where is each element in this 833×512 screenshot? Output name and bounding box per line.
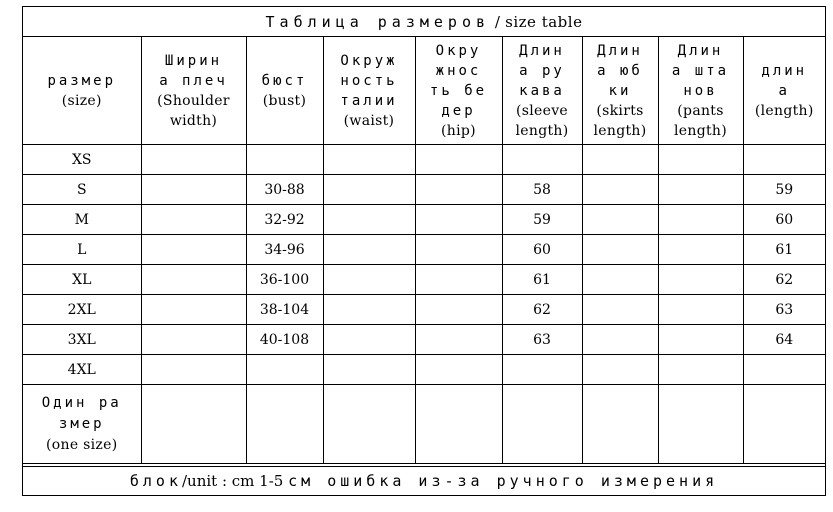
table-cell: 59 — [502, 205, 582, 235]
column-header-en-line: (pants — [677, 102, 724, 119]
column-header-ru-line: кава — [519, 82, 565, 99]
table-cell — [141, 295, 246, 325]
table-cell — [246, 355, 323, 385]
table-row — [23, 265, 825, 295]
table-cell — [582, 265, 658, 295]
column-header-en-line: length) — [674, 122, 727, 139]
table-cell: 62 — [502, 295, 582, 325]
column-header-ru-line: длин — [761, 62, 808, 79]
table-cell — [658, 235, 743, 265]
table-cell — [658, 355, 743, 385]
table-cell — [658, 385, 743, 464]
table-row — [23, 205, 825, 235]
table-cell — [323, 265, 415, 295]
size-label-cell: 2XL — [23, 295, 141, 325]
table-cell — [415, 325, 502, 355]
column-header-ru-line: а — [778, 82, 790, 99]
column-header — [743, 37, 825, 145]
table-cell — [141, 325, 246, 355]
size-label-cell: XS — [23, 145, 141, 175]
table-cell: 34-96 — [246, 235, 323, 265]
table-cell — [323, 205, 415, 235]
column-header-ru-line: нов — [683, 82, 718, 99]
column-header-ru-line: ность — [340, 72, 398, 89]
table-cell: 60 — [502, 235, 582, 265]
column-header-ru-line: а шта — [671, 62, 730, 79]
column-header-en-line: (skirts — [596, 102, 644, 119]
column-header-en-line: (Shoulder — [157, 92, 230, 109]
column-header-ru-line: бюст — [261, 72, 308, 89]
table-cell — [582, 205, 658, 235]
column-header — [323, 37, 415, 145]
column-header-ru-line: а плеч — [159, 72, 228, 89]
table-cell — [246, 385, 323, 464]
table-cell — [743, 145, 825, 175]
table-row — [23, 235, 825, 265]
table-cell — [141, 175, 246, 205]
table-cell — [502, 355, 582, 385]
table-cell — [323, 385, 415, 464]
table-cell — [658, 325, 743, 355]
column-header-ru-line: Длин — [597, 42, 643, 59]
table-cell: 60 — [743, 205, 825, 235]
table-cell — [658, 175, 743, 205]
table-cell: 58 — [502, 175, 582, 205]
column-header-ru-line: а юб — [597, 62, 643, 79]
table-cell — [141, 205, 246, 235]
table-cell — [415, 205, 502, 235]
table-cell — [415, 265, 502, 295]
size-label-cell: 3XL — [23, 325, 141, 355]
table-cell — [658, 295, 743, 325]
table-cell — [582, 295, 658, 325]
table-cell — [502, 145, 582, 175]
title-separator: / — [494, 13, 501, 31]
table-cell — [582, 325, 658, 355]
column-header — [658, 37, 743, 145]
table-cell: 64 — [743, 325, 825, 355]
column-header-ru-line: жнос — [435, 62, 482, 79]
table-row — [23, 145, 825, 175]
table-row — [23, 295, 825, 325]
table-cell — [415, 355, 502, 385]
table-cell — [582, 385, 658, 464]
table-footer — [23, 466, 825, 495]
table-cell — [141, 145, 246, 175]
table-cell — [141, 355, 246, 385]
table-cell: 61 — [502, 265, 582, 295]
one-size-row — [23, 385, 825, 464]
column-header — [246, 37, 323, 145]
size-label-cell: M — [23, 205, 141, 235]
table-cell: 61 — [743, 235, 825, 265]
table-cell: 59 — [743, 175, 825, 205]
column-header-ru-line: Длин — [677, 42, 724, 59]
table-cell — [415, 175, 502, 205]
table-cell: 40-108 — [246, 325, 323, 355]
column-header-ru-line: Длин — [519, 42, 565, 59]
column-header-ru-line: размер — [47, 72, 117, 89]
table-cell: 32-92 — [246, 205, 323, 235]
table-cell — [323, 325, 415, 355]
table-cell — [323, 355, 415, 385]
table-cell — [658, 265, 743, 295]
table-cell — [415, 145, 502, 175]
column-header-en-line: (hip) — [441, 122, 476, 139]
footer-russian-suffix: см ошибка из-за ручного измерения — [288, 472, 719, 490]
footer-russian-prefix: блок — [129, 472, 182, 490]
column-header-en-line: (length) — [754, 102, 814, 119]
one-size-ru-line: змер — [58, 415, 105, 432]
column-header-ru-line: Окру — [435, 42, 482, 59]
header-row — [23, 37, 825, 145]
table-row — [23, 325, 825, 355]
column-header — [141, 37, 246, 145]
table-title — [23, 7, 825, 37]
column-header — [23, 37, 141, 145]
table-cell — [743, 355, 825, 385]
column-header-en-line: length) — [515, 122, 569, 139]
column-header-en-line: length) — [593, 122, 647, 139]
table-cell: 36-100 — [246, 265, 323, 295]
size-label-cell: S — [23, 175, 141, 205]
table-cell — [582, 355, 658, 385]
table-cell — [582, 235, 658, 265]
column-header-ru-line: талии — [340, 92, 398, 109]
table-cell — [743, 385, 825, 464]
column-header-en-line: (bust) — [262, 92, 307, 109]
table-cell — [415, 385, 502, 464]
table-cell — [415, 295, 502, 325]
one-size-label-cell — [23, 385, 141, 464]
column-header-ru-line: ки — [608, 82, 632, 99]
table-cell — [323, 175, 415, 205]
grid-body — [23, 145, 825, 464]
size-grid — [23, 37, 825, 464]
column-header-ru-line: ть бе — [429, 82, 488, 99]
table-cell: 63 — [502, 325, 582, 355]
column-header-en-line: (size) — [61, 92, 102, 109]
table-cell — [415, 235, 502, 265]
one-size-en-line: (one size) — [46, 436, 118, 453]
table-cell — [502, 385, 582, 464]
size-label-cell: 4XL — [23, 355, 141, 385]
table-cell: 30-88 — [246, 175, 323, 205]
size-label-cell: L — [23, 235, 141, 265]
column-header — [582, 37, 658, 145]
column-header — [415, 37, 502, 145]
table-cell: 63 — [743, 295, 825, 325]
column-header-ru-line: Ширин — [164, 52, 223, 69]
column-header — [502, 37, 582, 145]
table-cell — [141, 385, 246, 464]
table-cell — [658, 145, 743, 175]
table-cell — [658, 205, 743, 235]
column-header-ru-line: Окруж — [340, 52, 398, 69]
table-cell: 62 — [743, 265, 825, 295]
table-cell: 38-104 — [246, 295, 323, 325]
footer-english: /unit : cm 1-5 — [181, 472, 284, 490]
table-cell — [323, 145, 415, 175]
column-header-en-line: (waist) — [343, 112, 395, 129]
table-cell — [323, 295, 415, 325]
size-table-sheet — [22, 6, 826, 496]
title-english: size table — [505, 13, 583, 31]
column-header-en-line: (sleeve — [516, 102, 568, 119]
title-russian: Таблица размеров — [265, 13, 491, 31]
table-cell — [141, 235, 246, 265]
table-cell — [582, 145, 658, 175]
column-header-en-line: width) — [169, 112, 218, 129]
table-cell — [323, 235, 415, 265]
column-header-ru-line: а ру — [519, 62, 565, 79]
column-header-ru-line: дер — [441, 102, 476, 119]
table-cell — [246, 145, 323, 175]
table-row — [23, 175, 825, 205]
table-cell — [141, 265, 246, 295]
one-size-ru-line: Один ра — [41, 394, 122, 411]
size-label-cell: XL — [23, 265, 141, 295]
table-row — [23, 355, 825, 385]
table-cell — [582, 175, 658, 205]
